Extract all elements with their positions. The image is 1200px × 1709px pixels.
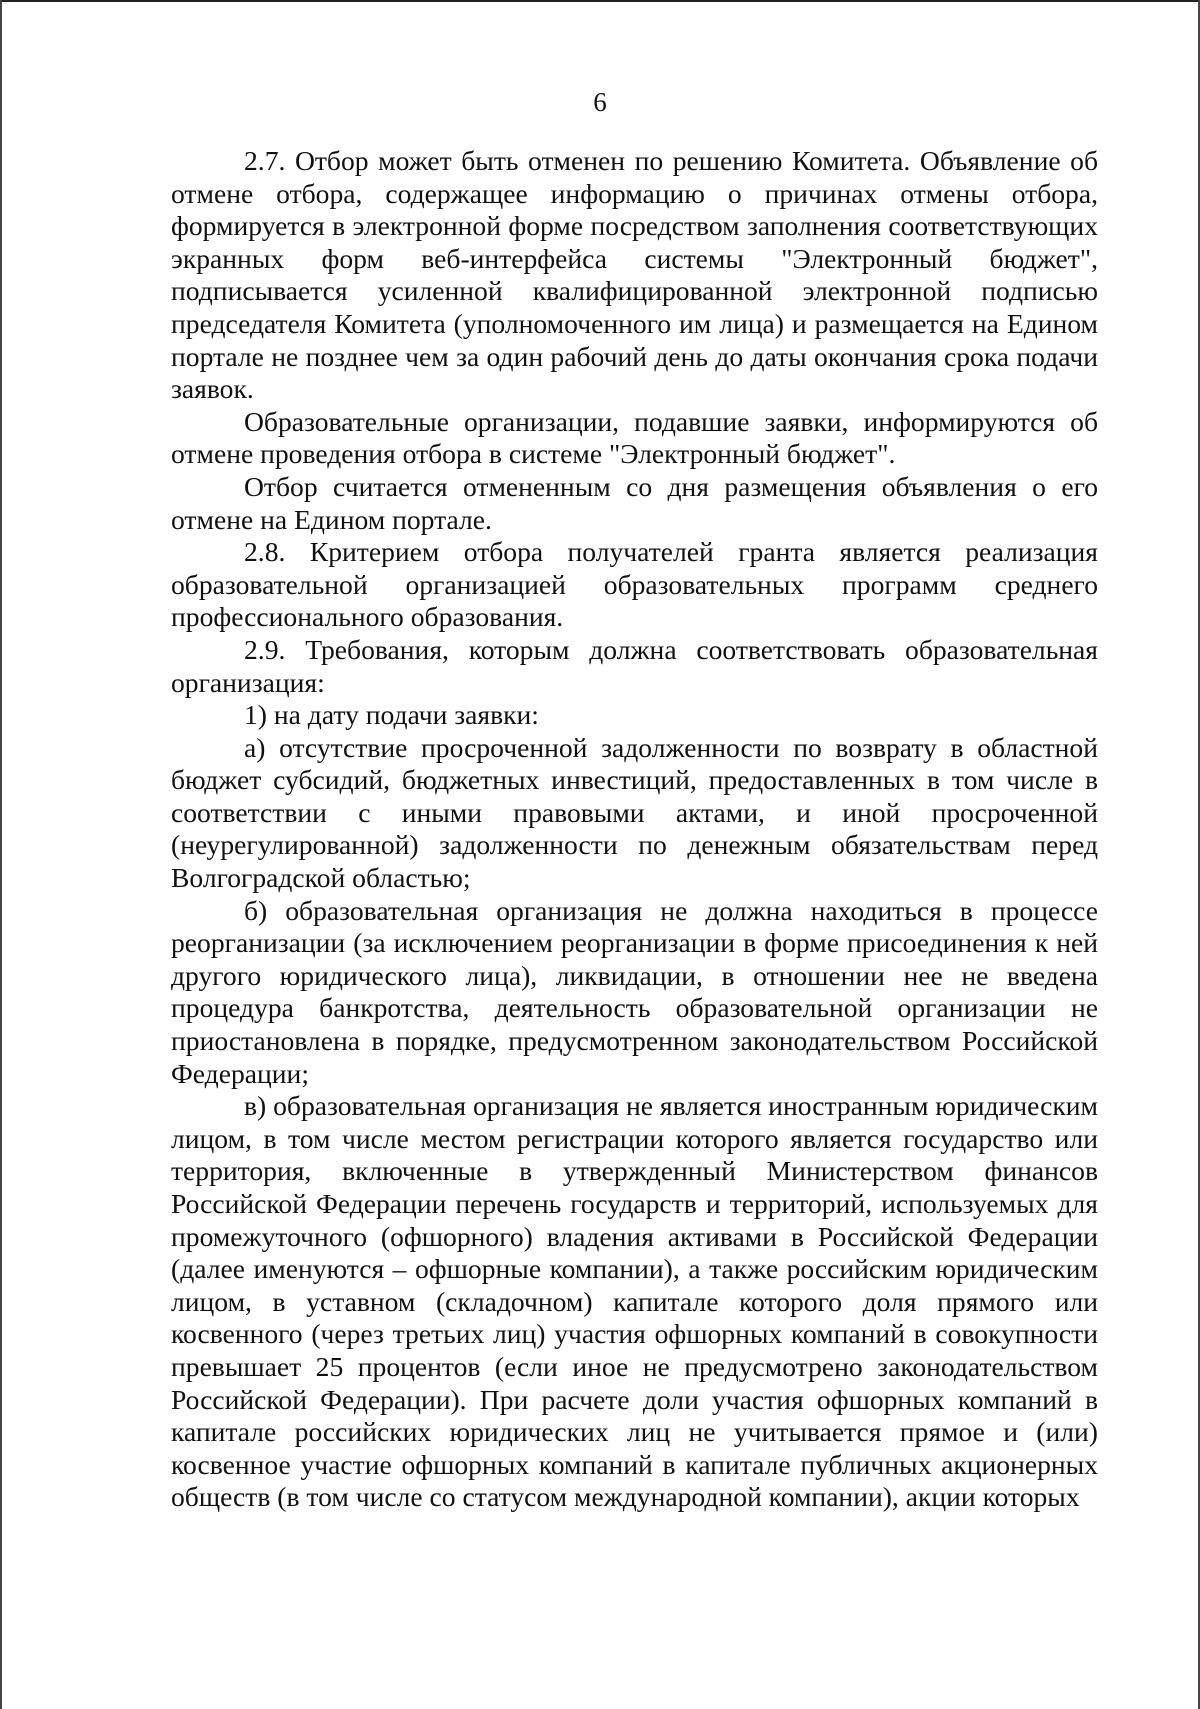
paragraph-2-9: 2.9. Требования, которым должна соответствовать образовательная организация: <box>171 633 1098 698</box>
paragraph-item-b: б) образовательная организация не должна находиться в процессе реорганизации (за исключением реорганизации в форме присоединения к ней другого юридического лица), ликвидации, в отношении нее не введена процедура банкротства, деятельность образовательной организации не приостановлена в порядке, предусмотренном законодательством Российской Федерации; <box>171 894 1098 1089</box>
paragraph-item-a: а) отсутствие просроченной задолженности по возврату в областной бюджет субсидий, бюджетных инвестиций, предоставленных в том числе в соответствии с иными правовыми актами, и иной просроченной (неурегулированной) задолженности по денежным обязательствам перед Волгоградской областью; <box>171 731 1098 894</box>
scan-edge-top <box>0 0 1200 2</box>
paragraph-item-v: в) образовательная организация не является иностранным юридическим лицом, в том числе местом регистрации которого является государство или территория, включенные в утвержденный Министерством финансов Российской Федерации перечень государств и территорий, используемых для промежуточного (офшорного) владения активами в Российской Федерации (далее именуются – офшорные компании), а также российским юридическим лицом, в уставном (складочном) капитале которого доля прямого или косвенного (через третьих лиц) участия офшорных компаний в совокупности превышает 25 процентов (если иное не предусмотрено законодательством Российской Федерации). При расчете доли участия офшорных компаний в капитале российских юридических лиц не учитывается прямое и (или) косвенное участие офшорных компаний в капитале публичных акционерных обществ (в том числе со статусом международной компании), акции которых <box>171 1090 1098 1513</box>
scan-edge-left <box>0 0 2 1709</box>
page-number: 6 <box>593 87 607 117</box>
paragraph-2-8: 2.8. Критерием отбора получателей гранта является реализация образовательной организацией образовательных программ среднего профессионального образования. <box>171 536 1098 633</box>
paragraph-cancelled: Отбор считается отмененным со дня размещения объявления о его отмене на Едином портале. <box>171 470 1098 535</box>
paragraph-item-1: 1) на дату подачи заявки: <box>244 699 539 731</box>
paragraph-2-7: 2.7. Отбор может быть отменен по решению Комитета. Объявление об отмене отбора, содержащее информацию о причинах отмены отбора, формируется в электронной форме посредством заполнения соответствующих экранных форм веб-интерфейса системы "Электронный бюджет", подписывается усиленной квалифицированной электронной подписью председателя Комитета (уполномоченного им лица) и размещается на Едином портале не позднее чем за один рабочий день до даты окончания срока подачи заявок. <box>171 145 1098 405</box>
document-body <box>171 145 1098 1514</box>
paragraph-notification: Образовательные организации, подавшие заявки, информируются об отмене проведения отбора в системе "Электронный бюджет". <box>171 405 1098 470</box>
